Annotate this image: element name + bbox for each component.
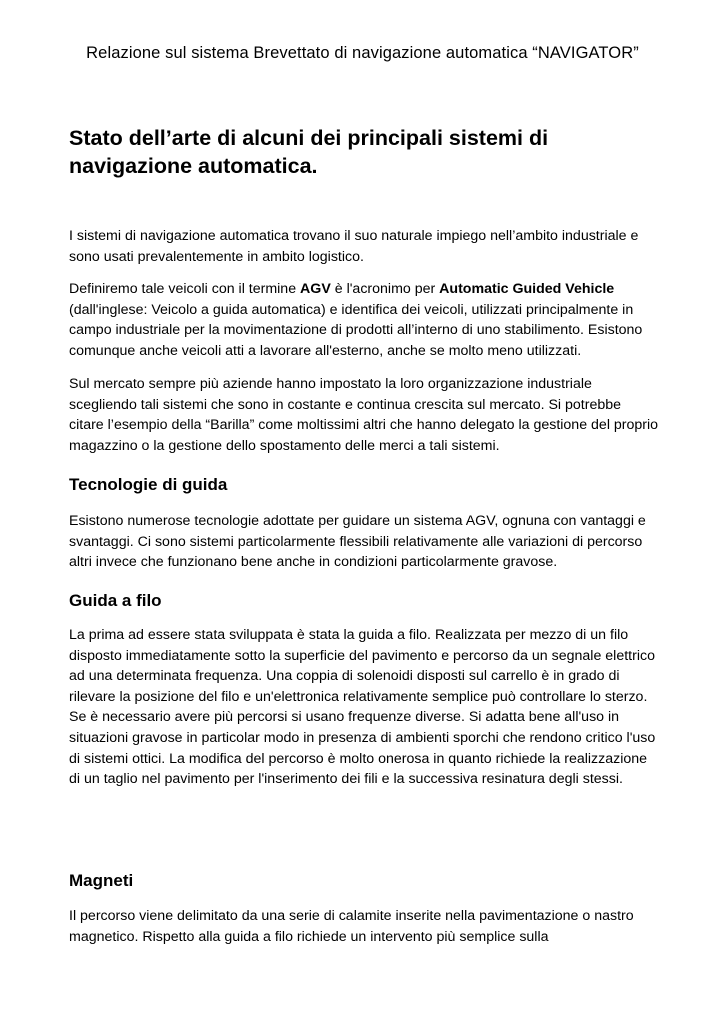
tecnologie-paragraph: Esistono numerose tecnologie adottate per guidare un sistema AGV, ognuna con vantaggi e svantaggi. Ci sono sistemi particolarmente flessibili relativamente alle variazioni di percorso altri invece che funzionano bene anche in condizioni particolarmente gravose. bbox=[69, 513, 646, 571]
magneti-paragraph: Il percorso viene delimitato da una serie di calamite inserite nella pavimentazione o nastro magnetico. Rispetto alla guida a filo richiede un intervento più semplice sulla bbox=[69, 908, 634, 945]
agv-paragraph bbox=[69, 279, 659, 361]
agv-expansion: Automatic Guided Vehicle bbox=[439, 281, 615, 297]
heading-guida-filo: Guida a filo bbox=[69, 591, 162, 610]
agv-text-2: è l'acronimo per bbox=[330, 281, 440, 297]
title-line-2: navigazione automatica. bbox=[69, 154, 318, 178]
market-paragraph: Sul mercato sempre più aziende hanno impostato la loro organizzazione industriale scegliendo tali sistemi che sono in costante e continua crescita sul mercato. Si potrebbe citare l’esempio della “Barilla” come moltissimi altri che hanno delegato la gestione del proprio magazzino o la gestione dello spostamento delle merci a tali sistemi. bbox=[69, 376, 659, 454]
guida-filo-paragraph: La prima ad essere stata sviluppata è stata la guida a filo. Realizzata per mezzo di un filo disposto immediatamente sotto la superficie del pavimento e percorso da un segnale elettrico ad una determinata frequenza. Una coppia di solenoidi disposti sul carrello è in grado di rilevare la posizione del filo e un'elettronica relativamente semplice può controllare lo sterzo. Se è necessario avere più percorsi si usano frequenze diverse. Si adatta bene all'uso in situazioni gravose in particolar modo in presenza di ambienti sporchi che rendono critico l'uso di sistemi ottici. La modifica del percorso è molto onerosa in quanto richiede la realizzazione di un taglio nel pavimento per l'inserimento dei fili e la successiva resinatura degli stessi. bbox=[69, 627, 656, 788]
heading-tecnologie: Tecnologie di guida bbox=[69, 475, 228, 494]
title-line-1: Stato dell’arte di alcuni dei principali sistemi di bbox=[69, 126, 549, 150]
agv-text-1: Definiremo tale veicoli con il termine bbox=[69, 281, 301, 297]
document-title bbox=[69, 124, 669, 180]
running-header: Relazione sul sistema Brevettato di navigazione automatica “NAVIGATOR” bbox=[86, 44, 639, 62]
heading-magneti: Magneti bbox=[69, 871, 134, 890]
agv-text-3: (dall'inglese: Veicolo a guida automatica) e identifica dei veicoli, utilizzati principalmente in campo industriale per la movimentazione di prodotti all’interno di uno stabilimento. Esistono comunque anche veicoli atti a lavorare all'esterno, anche se molto meno utilizzati. bbox=[69, 301, 643, 359]
agv-term: AGV bbox=[300, 281, 331, 297]
intro-paragraph: I sistemi di navigazione automatica trovano il suo naturale impiego nell’ambito industriale e sono usati prevalentemente in ambito logistico. bbox=[69, 228, 639, 265]
